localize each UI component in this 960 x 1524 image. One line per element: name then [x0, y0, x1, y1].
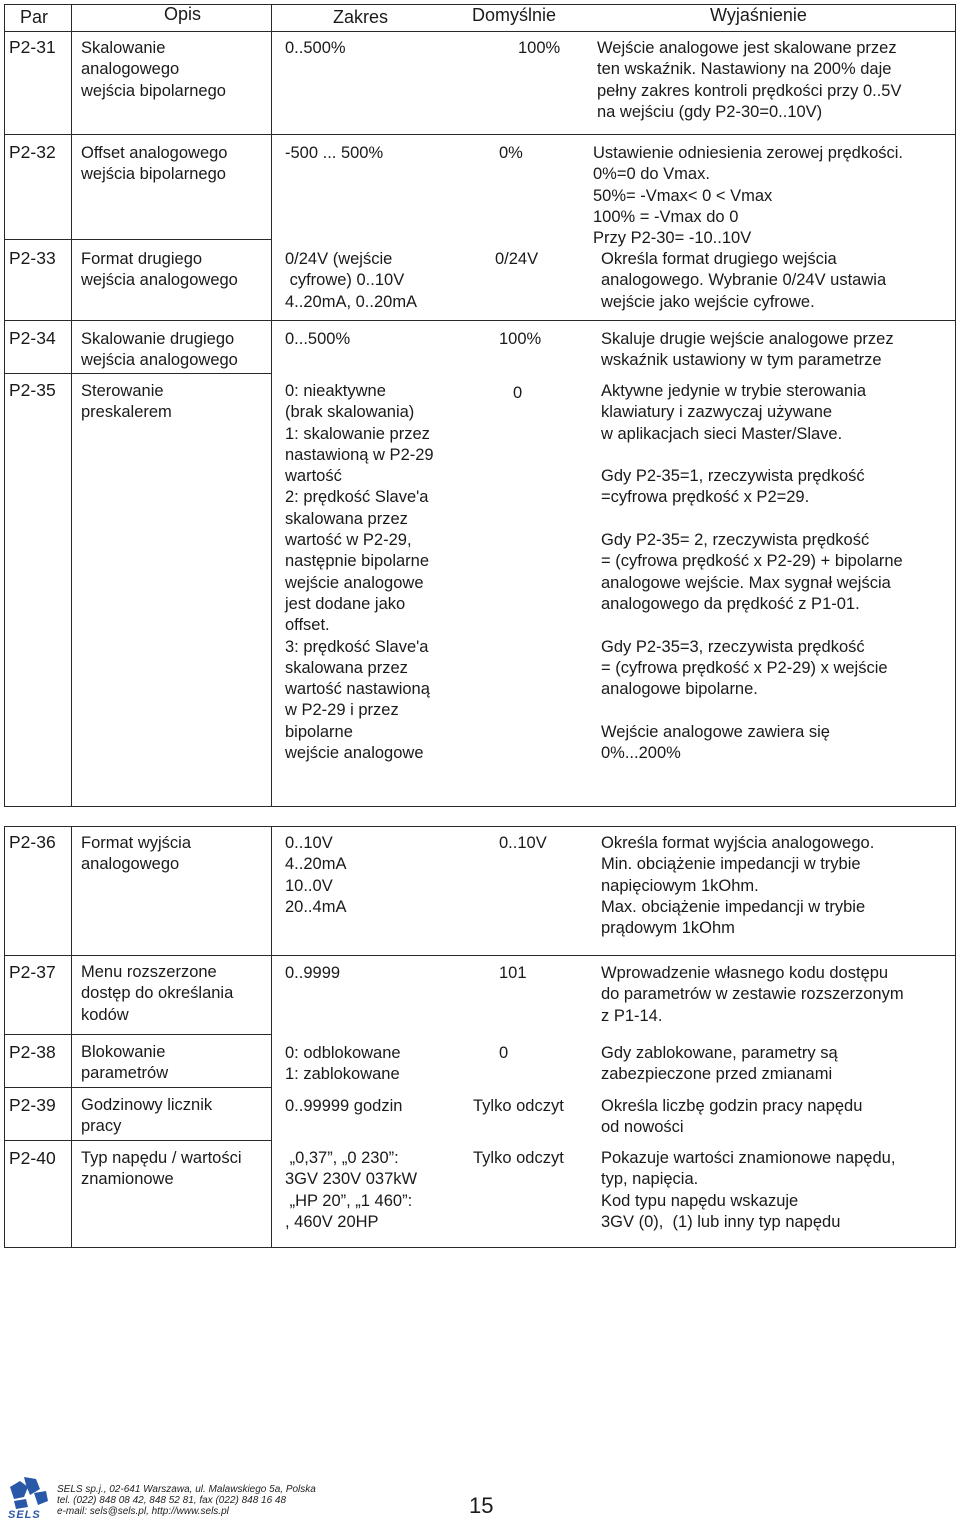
param-explanation: Określa format drugiego wejścia analogowego. Wybranie 0/24V ustawia wejście jako wejście cyfrowe. — [601, 250, 887, 311]
param-default: 0..10V — [499, 834, 547, 852]
param-explanation: Wprowadzenie własnego kodu dostępu do parametrów w zestawie rozszerzonym z P1-14. — [601, 964, 904, 1025]
param-explanation: Określa format wyjścia analogowego. Min. obciążenie impedancji w trybie napięciowym 1kOhm. Max. obciążenie impedancji w trybie prądowym 1kOhm — [601, 834, 875, 938]
param-description: Format wyjścia analogowego — [81, 834, 192, 874]
param-range: 0...500% — [285, 330, 351, 348]
param-description: Menu rozszerzone dostęp do określania kodów — [81, 963, 234, 1024]
header-par: Par — [20, 7, 49, 27]
header-opis: Opis — [164, 4, 202, 24]
param-id: P2-36 — [9, 832, 56, 852]
param-default: 100% — [518, 39, 561, 57]
header-wyjasnienie: Wyjaśnienie — [710, 5, 807, 25]
param-range: -500 ... 500% — [285, 144, 384, 162]
param-description: Format drugiego wejścia analogowego — [81, 250, 238, 290]
param-range: 0..99999 godzin — [285, 1097, 403, 1115]
sels-logo-wordmark: SELS — [8, 1509, 41, 1521]
param-explanation: Wejście analogowe jest skalowane przez ten wskaźnik. Nastawiony na 200% daje pełny zakres kontroli prędkości przy 0..5V na wejściu (gdy P2-30=0..10V) — [597, 39, 902, 121]
header-domyslnie: Domyślnie — [472, 5, 557, 25]
header-zakres: Zakres — [333, 7, 389, 27]
param-explanation: Aktywne jedynie w trybie sterowania klawiatury i zazwyczaj używane w aplikacjach sieci Master/Slave. Gdy P2-35=1, rzeczywista prędkość =cyfrowa prędkość x P2=29. Gdy P2-35= 2, rzeczywista prędkość = (cyfrowa prędkość x P2-29) + bipolarne analogowe wejście. Max sygnał wejścia analogowego da prędkość z P1-01. Gdy P2-35=3, rzeczywista prędkość = (cyfrowa prędkość x P2-29) x wejście analogowe bipolarne. Wejście analogowe zawiera się 0%...200% — [601, 382, 903, 763]
param-default: Tylko odczyt — [473, 1097, 564, 1115]
param-description: Godzinowy licznik pracy — [81, 1096, 213, 1136]
param-id: P2-37 — [9, 962, 56, 982]
param-id: P2-35 — [9, 380, 56, 400]
footer-phone: tel. (022) 848 08 42, 848 52 81, fax (022) 848 16 48 — [57, 1495, 287, 1506]
param-explanation: Gdy zablokowane, parametry są zabezpieczone przed zmianami — [601, 1044, 838, 1084]
param-id: P2-39 — [9, 1095, 56, 1115]
param-default: 0 — [499, 1044, 509, 1062]
param-range: „0,37”, „0 230”: 3GV 230V 037kW „HP 20”, „1 460”: , 460V 20HP — [285, 1149, 418, 1231]
param-default: 101 — [499, 964, 527, 982]
footer-contact: e-mail: sels@sels.pl, http://www.sels.pl — [57, 1506, 229, 1517]
param-explanation: Pokazuje wartości znamionowe napędu, typ, napięcia. Kod typu napędu wskazuje 3GV (0), (1) lub inny typ napędu — [601, 1149, 896, 1231]
param-range: 0..10V 4..20mA 10..0V 20..4mA — [285, 834, 347, 916]
page-number: 15 — [469, 1493, 494, 1518]
param-description: Offset analogowego wejścia bipolarnego — [81, 144, 228, 184]
param-default: 0/24V — [495, 250, 539, 268]
footer-address: SELS sp.j., 02-641 Warszawa, ul. Malawskiego 5a, Polska — [57, 1484, 316, 1495]
param-description: Typ napędu / wartości znamionowe — [81, 1149, 242, 1189]
param-range: 0: nieaktywne (brak skalowania) 1: skalowanie przez nastawioną w P2-29 wartość 2: prędkość Slave'a skalowana przez wartość w P2-29, następnie bipolarne wejście analogowe jest dodane jako offset. 3: prędkość Slave'a skalowana przez wartość nastawioną w P2-29 i przez bipolarne wejście analogowe — [285, 382, 434, 763]
param-description: Skalowanie drugiego wejścia analogowego — [81, 330, 238, 370]
param-description: Skalowanie analogowego wejścia bipolarnego — [81, 39, 226, 100]
param-id: P2-31 — [9, 37, 56, 57]
param-default: 100% — [499, 330, 542, 348]
param-range: 0/24V (wejście cyfrowe) 0..10V 4..20mA, 0..20mA — [285, 250, 418, 311]
param-range: 0..9999 — [285, 964, 341, 982]
param-id: P2-33 — [9, 248, 56, 268]
param-default: 0% — [499, 144, 523, 162]
param-range: 0: odblokowane 1: zablokowane — [285, 1044, 401, 1084]
param-default: Tylko odczyt — [473, 1149, 564, 1167]
param-id: P2-40 — [9, 1148, 56, 1168]
param-id: P2-38 — [9, 1042, 56, 1062]
param-explanation: Określa liczbę godzin pracy napędu od nowości — [601, 1097, 863, 1137]
param-explanation: Ustawienie odniesienia zerowej prędkości. 0%=0 do Vmax. 50%= -Vmax< 0 < Vmax 100% = -Vmax do 0 Przy P2-30= -10..10V — [593, 144, 903, 248]
param-range: 0..500% — [285, 39, 346, 57]
param-default: 0 — [513, 384, 523, 402]
param-id: P2-34 — [9, 328, 56, 348]
param-explanation: Skaluje drugie wejście analogowe przez wskaźnik ustawiony w tym parametrze — [601, 330, 894, 370]
param-description: Blokowanie parametrów — [81, 1043, 169, 1083]
param-description: Sterowanie preskalerem — [81, 382, 172, 422]
param-id: P2-32 — [9, 142, 56, 162]
